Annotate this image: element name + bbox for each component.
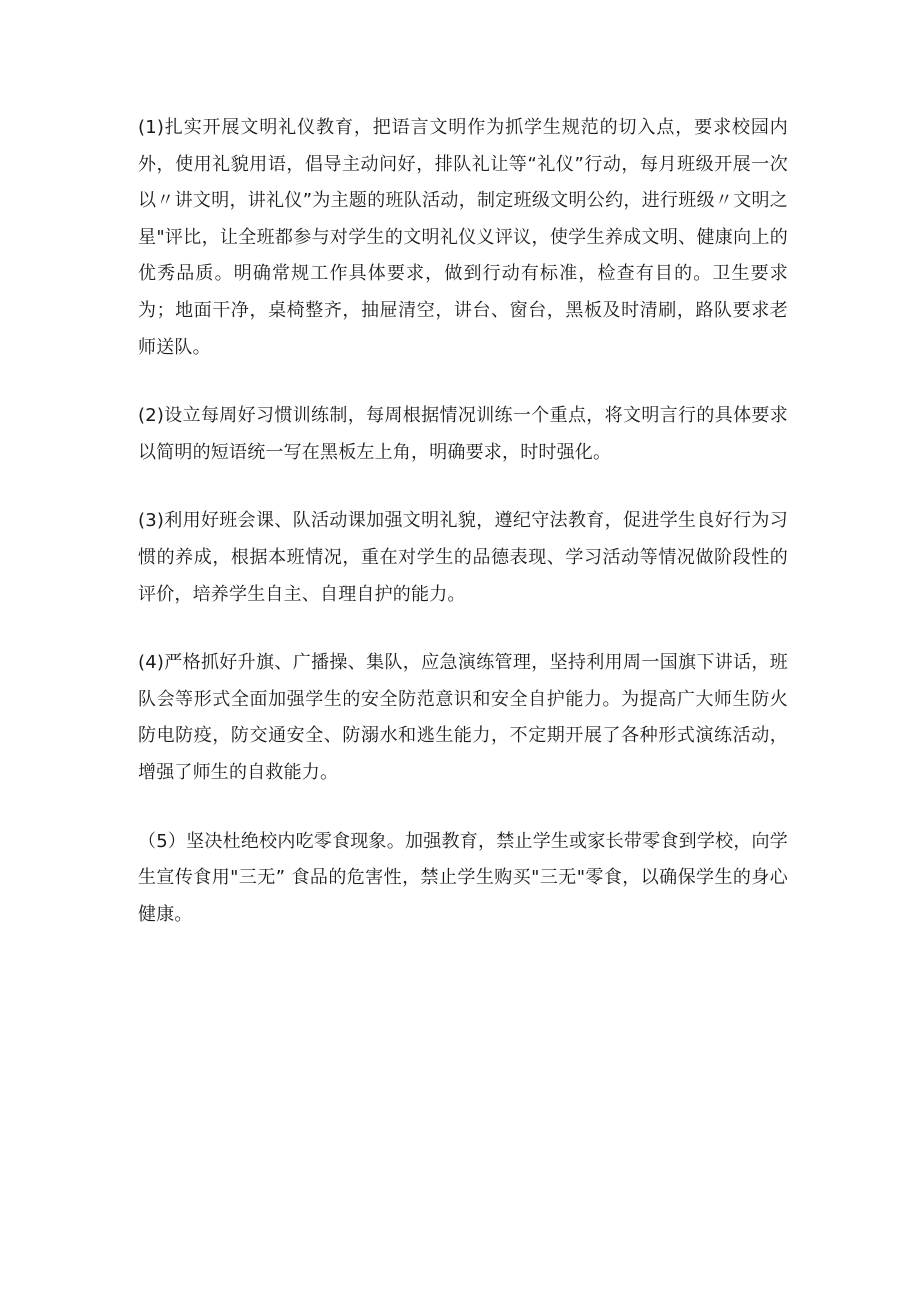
paragraph-3: (3)利用好班会课、队活动课加强文明礼貌，遵纪守法教育，促进学生良好行为习惯的养成，根据本班情况，重在对学生的品德表现、学习活动等情况做阶段性的评价，培养学生自主、自理自护的能力。	[138, 510, 788, 605]
paragraph-1: (1)扎实开展文明礼仪教育，把语言文明作为抓学生规范的切入点，要求校园内外，使用礼貌用语，倡导主动问好，排队礼让等“礼仪”行动，每月班级开展一次以〃讲文明，讲礼仪”为主题的班队活动，制定班级文明公约，进行班级〃文明之星"评比，让全班都参与对学生的文明礼仪义评议，使学生养成文明、健康向上的优秀品质。明确常规工作具体要求，做到行动有标准，检查有目的。卫生要求为；地面干净，桌椅整齐，抽屉清空，讲台、窗台，黑板及时清刷，路队要求老师送队。	[138, 117, 788, 358]
paragraph-4: (4)严格抓好升旗、广播操、集队，应急演练管理，坚持利用周一国旗下讲话，班队会等形式全面加强学生的安全防范意识和安全自护能力。为提高广大师生防火防电防疫，防交通安全、防溺水和逃生能力，不定期开展了各种形式演练活动，增强了师生的自救能力。	[138, 652, 788, 783]
paragraph-2: (2)设立每周好习惯训练制，每周根据情况训练一个重点，将文明言行的具体要求以简明的短语统一写在黑板左上角，明确要求，时时强化。	[138, 405, 788, 463]
paragraph-5: （5）坚决杜绝校内吃零食现象。加强教育，禁止学生或家长带零食到学校，向学生宣传食用"三无” 食品的危害性，禁止学生购买"三无"零食，以确保学生的身心健康。	[138, 830, 788, 925]
document-body	[138, 110, 788, 933]
